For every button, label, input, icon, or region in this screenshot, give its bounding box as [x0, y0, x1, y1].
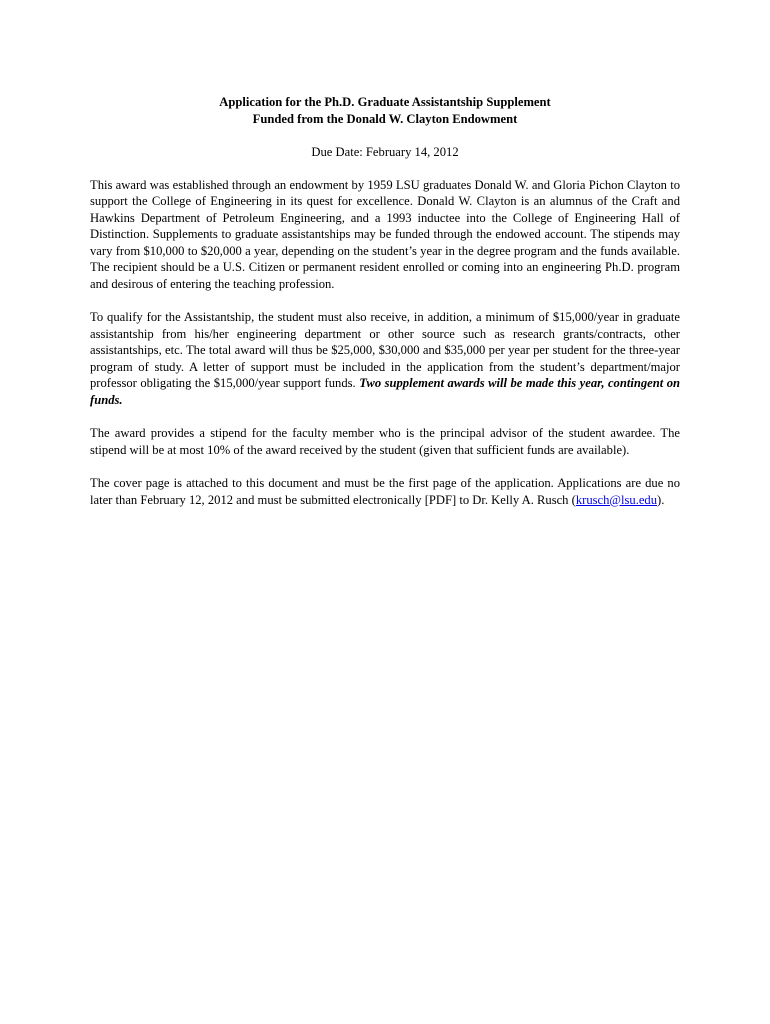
- email-link[interactable]: krusch@lsu.edu: [575, 492, 658, 507]
- paragraph-qualification-text: To qualify for the Assistantship, the student must also receive, in addition, a minimum of $15,000/year in graduate assistantship from his/her engineering department or other source such as research grants/contracts, other assistantships, etc. The total award will thus be $25,000, $30,000 and $35,000 per year per student for the three-year program of study. A letter of support must be included in the application from the student’s department/major professor obligating the $15,000/year support funds.: [90, 310, 680, 390]
- document-title-line-2: Funded from the Donald W. Clayton Endowment: [252, 111, 518, 126]
- paragraph-submission-end: ).: [657, 492, 665, 507]
- paragraph-award-description: This award was established through an endowment by 1959 LSU graduates Donald W. and Gloria Pichon Clayton to support the College of Engineering in its quest for excellence. Donald W. Clayton is an alumnus of the Craft and Hawkins Department of Petroleum Engineering, and a 1993 inductee into the College of Engineering Hall of Distinction. Supplements to graduate assistantships may be funded through the endowed account. The stipends may vary from $10,000 to $20,000 a year, depending on the student’s year in the degree program and the funds available. The recipient should be a U.S. Citizen or permanent resident enrolled or coming into an engineering Ph.D. program and desirous of entering the teaching profession.: [90, 177, 680, 291]
- paragraph-submission-text: The cover page is attached to this document and must be the first page of the application. Applications are due no later than February 12, 2012 and must be submitted electronically [PDF] to Dr. Kelly A. Rusch (: [90, 476, 680, 507]
- paragraph-submission: [90, 475, 680, 508]
- paragraph-faculty-stipend: The award provides a stipend for the faculty member who is the principal advisor of the student awardee. The stipend will be at most 10% of the award received by the student (given that sufficient funds are available).: [90, 426, 680, 457]
- due-date: Due Date: February 14, 2012: [311, 145, 459, 159]
- paragraph-qualification: [90, 309, 680, 408]
- document-title-line-1: Application for the Ph.D. Graduate Assistantship Supplement: [219, 95, 551, 109]
- paragraph-qualification-emphasis: Two supplement awards will be made this year, contingent on funds.: [90, 376, 681, 407]
